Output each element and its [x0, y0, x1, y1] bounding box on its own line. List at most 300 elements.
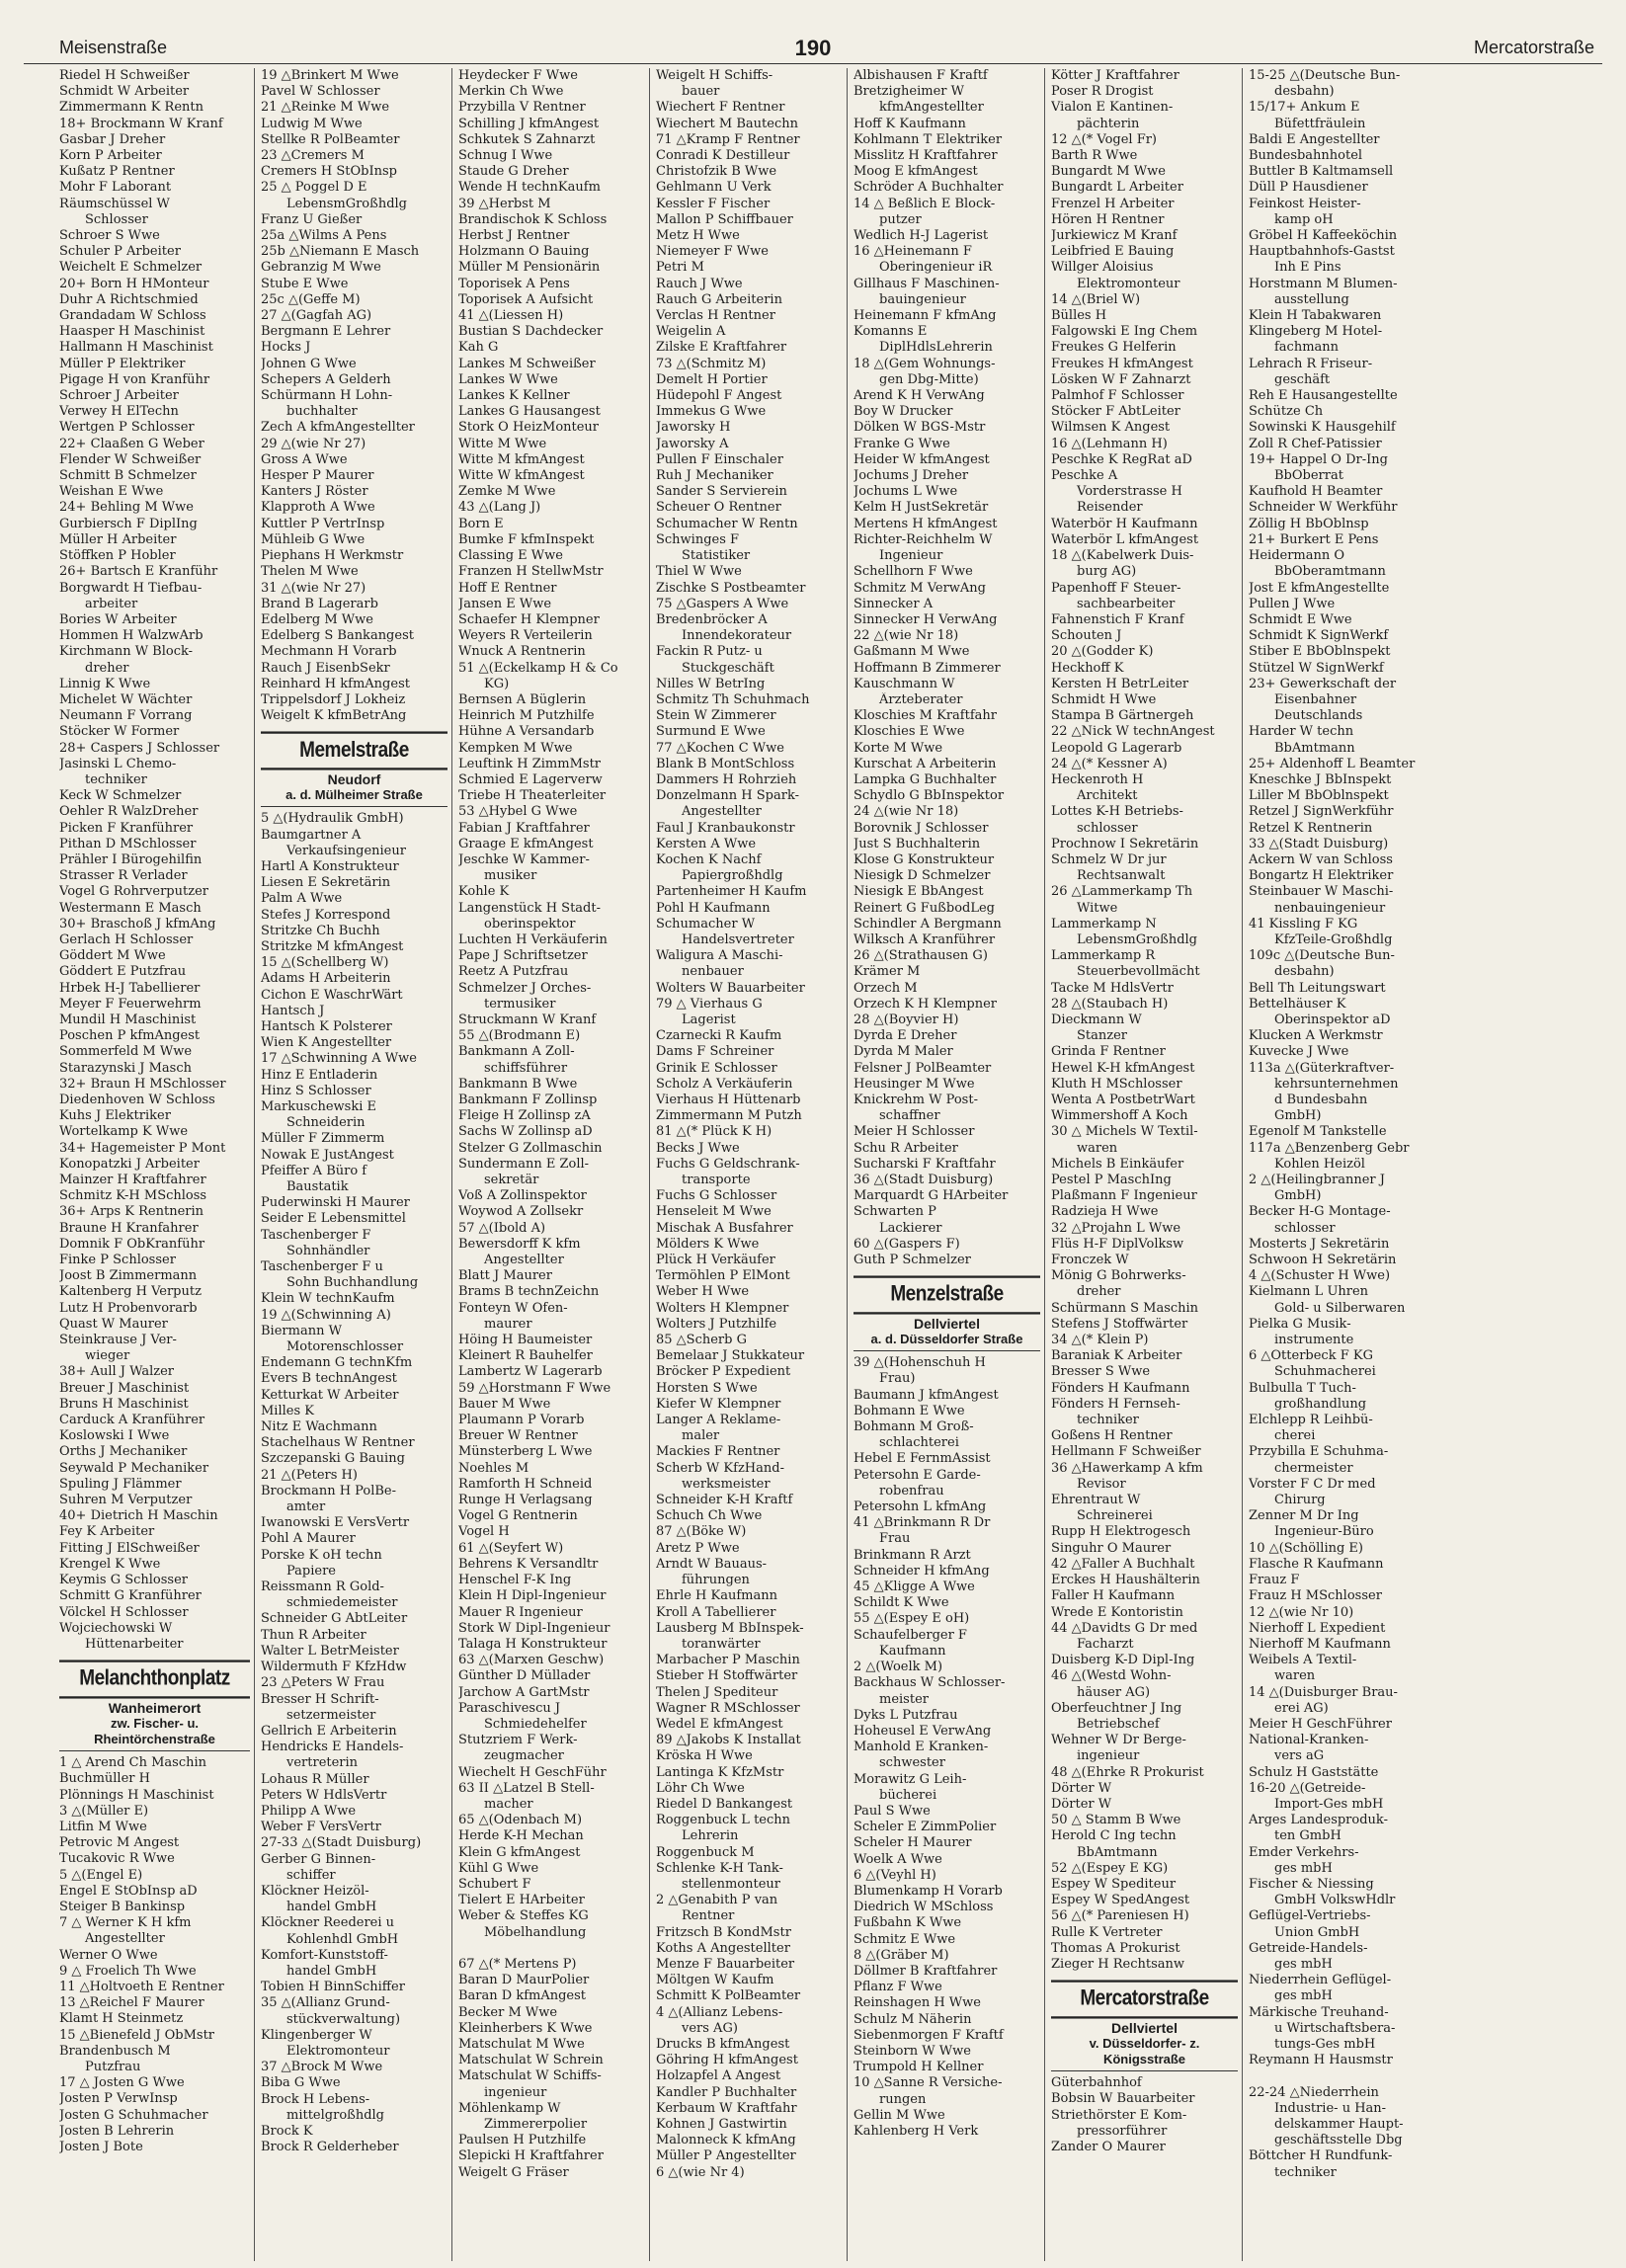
directory-entry: Weber & Steffes KG: [458, 1908, 589, 1924]
directory-entry: Arend K H VerwAng: [854, 388, 985, 404]
directory-entry: Hewel K-H kfmAngest: [1051, 1060, 1195, 1076]
directory-entry: Holzmann O Bauing: [458, 244, 590, 260]
directory-entry: 30+ Braschoß J kfmAng: [59, 916, 216, 932]
directory-entry: Kessler F Fischer: [656, 196, 771, 211]
directory-entry: Leibfried E Bauing: [1051, 244, 1175, 260]
directory-entry: Breuer J Maschinist: [59, 1380, 190, 1396]
directory-entry: Hauptbahnhofs-Gastst: [1249, 244, 1395, 260]
directory-entry: Brock R Gelderheber: [261, 2140, 399, 2155]
directory-entry: Starazynski J Masch: [59, 1060, 192, 1076]
entry-continuation: termusiker: [484, 996, 556, 1012]
directory-entry: Dyrda M Maler: [854, 1044, 953, 1060]
directory-entry: Baran D MaurPolier: [458, 1973, 590, 1988]
directory-entry: Lankes K Kellner: [458, 388, 570, 404]
directory-entry: 15-25 △(Deutsche Bun-: [1249, 68, 1401, 83]
entry-continuation: schlosser: [1274, 1220, 1336, 1236]
entry-continuation: dreher: [1077, 1284, 1121, 1300]
directory-entry: Zenner M Dr Ing: [1249, 1508, 1359, 1524]
entry-continuation: Reisender: [1077, 500, 1143, 516]
directory-entry: Vialon E Kantinen-: [1051, 100, 1174, 116]
directory-entry: Gasbar J Dreher: [59, 131, 166, 147]
entry-continuation: Angestellter: [85, 1931, 165, 1947]
entry-continuation: Möbelhandlung: [484, 1924, 587, 1940]
directory-entry: Schindler A Bergmann: [854, 916, 1002, 932]
directory-entry: Kiefer W Klempner: [656, 1396, 781, 1412]
directory-entry: 38+ Aull J Walzer: [59, 1364, 175, 1380]
directory-entry: 15 △(Schellberg W): [261, 955, 389, 971]
directory-entry: Joost B Zimmermann: [59, 1268, 198, 1284]
directory-entry: 87 △(Böke W): [656, 1524, 747, 1540]
directory-entry: Weichelt E Schmelzer: [59, 260, 203, 276]
directory-entry: Grinda F Rentner: [1051, 1044, 1166, 1060]
directory-entry: 79 △ Vierhaus G: [656, 996, 763, 1012]
directory-entry: Litfin M Wwe: [59, 1819, 147, 1834]
entry-continuation: Sohnhändler: [286, 1243, 370, 1258]
directory-entry: Heydecker F Wwe: [458, 68, 578, 83]
directory-entry: 2 △(Heilingbranner J: [1249, 1173, 1385, 1188]
directory-entry: Bewersdorff K kfm: [458, 1236, 581, 1252]
directory-entry: Bulbulla T Tuch-: [1249, 1380, 1356, 1396]
directory-entry: Leopold G Lagerarb: [1051, 740, 1182, 756]
directory-entry: Gebranzig M Wwe: [261, 260, 381, 276]
directory-entry: 22-24 △Niederrhein: [1249, 2084, 1379, 2100]
entry-continuation: rungen: [879, 2091, 927, 2107]
directory-entry: Witte M kfmAngest: [458, 451, 585, 467]
directory-entry: Müller P Elektriker: [59, 356, 186, 371]
directory-entry: Rauch J EisenbSekr: [261, 660, 390, 676]
directory-entry: Reinshagen H Wwe: [854, 1995, 981, 2011]
directory-entry: Engel E StObInsp aD: [59, 1883, 198, 1899]
entry-continuation: Statistiker: [682, 548, 751, 564]
directory-entry: Plaumann P Vorarb: [458, 1413, 585, 1428]
directory-entry: Milles K: [261, 1403, 314, 1418]
entry-continuation: Baustatik: [286, 1179, 349, 1194]
directory-entry: Tacke M HdlsVertr: [1051, 980, 1174, 996]
entry-continuation: schiffer: [286, 1867, 336, 1883]
directory-entry: Schuler P Arbeiter: [59, 244, 181, 260]
directory-entry: Cichon E WaschrWärt: [261, 987, 403, 1003]
directory-entry: Josten B Lehrerin: [59, 2123, 175, 2139]
directory-entry: 5 △(Hydraulik GmbH): [261, 811, 404, 827]
directory-entry: 22 △Nick W technAngest: [1051, 724, 1215, 740]
directory-entry: Münsterberg L Wwe: [458, 1444, 593, 1460]
directory-entry: 53 △Hybel G Wwe: [458, 804, 578, 820]
directory-entry: Peschke K RegRat aD: [1051, 451, 1192, 467]
directory-entry: Niemeyer F Wwe: [656, 244, 769, 260]
directory-entry: Schmidt K SignWerkf: [1249, 628, 1389, 644]
directory-entry: Schuch Ch Wwe: [656, 1508, 763, 1524]
entry-continuation: Papiere: [286, 1563, 336, 1579]
directory-entry: Müller P Angestellter: [656, 2148, 796, 2164]
directory-entry: Ehrle H Kaufmann: [656, 1588, 777, 1604]
entry-continuation: techniker: [1077, 1413, 1139, 1428]
directory-entry: Schmitz E Wwe: [854, 1931, 956, 1947]
directory-entry: Brockmann H PolBe-: [261, 1483, 397, 1498]
directory-entry: 8 △(Gräber M): [854, 1947, 949, 1963]
directory-entry: Waterbör H Kaufmann: [1051, 516, 1198, 531]
entry-continuation: Rentner: [682, 1908, 735, 1924]
directory-entry: 117a △Benzenberg Gebr: [1249, 1140, 1410, 1156]
entry-continuation: Oberingenieur iR: [879, 260, 993, 276]
directory-entry: Przybilla E Schuhma-: [1249, 1444, 1389, 1460]
directory-entry: Backhaus W Schlosser-: [854, 1675, 1006, 1691]
directory-entry: Evers B technAngest: [261, 1371, 397, 1387]
directory-entry: Born E: [458, 516, 504, 531]
directory-entry: Horstmann M Blumen-: [1249, 276, 1398, 291]
directory-entry: Güterbahnhof: [1051, 2075, 1142, 2091]
directory-entry: Jost E kfmAngestellte: [1249, 580, 1390, 596]
directory-entry: 9 △ Froelich Th Wwe: [59, 1963, 197, 1979]
directory-entry: 19 △Brinkert M Wwe: [261, 68, 399, 83]
entry-continuation: vers aG: [1274, 1748, 1325, 1764]
entry-continuation: werksmeister: [682, 1476, 771, 1492]
directory-entry: Lammerkamp R: [1051, 948, 1156, 964]
directory-entry: Kohlmann T Elektriker: [854, 131, 1003, 147]
directory-entry: Hocks J: [261, 340, 311, 356]
directory-entry: Gellrich E Arbeiterin: [261, 1723, 397, 1739]
directory-entry: Schmitt K PolBeamter: [656, 1988, 801, 2004]
directory-entry: Brand B Lagerarb: [261, 596, 378, 611]
entry-continuation: Rechtsanwalt: [1077, 868, 1166, 884]
directory-entry: Henschel F-K Ing: [458, 1573, 572, 1588]
entry-continuation: ges mbH: [1274, 1988, 1333, 2004]
directory-entry: Gerlach H Schlosser: [59, 932, 194, 947]
directory-entry: Komfort-Kunststoff-: [261, 1947, 388, 1963]
directory-entry: Marquardt G HArbeiter: [854, 1188, 1009, 1204]
directory-entry: Hantsch K Polsterer: [261, 1018, 392, 1034]
directory-entry: Weigelt K kfmBetrAng: [261, 708, 407, 724]
entry-continuation: ten GmbH: [1274, 1828, 1341, 1844]
directory-entry: Stiber E BbOblnspekt: [1249, 644, 1391, 660]
directory-entry: Gaßmann M Wwe: [854, 644, 970, 660]
directory-entry: Petersohn L kfmAng: [854, 1499, 987, 1515]
directory-entry: Westermann E Masch: [59, 900, 202, 916]
directory-entry: Schumacher W: [656, 916, 756, 932]
directory-entry: Jasinski L Chemo-: [59, 756, 177, 771]
district-heading: Neudorf: [327, 771, 381, 788]
directory-entry: Hoff E Rentner: [458, 580, 557, 596]
directory-entry: Stritzke Ch Buchh: [261, 923, 380, 938]
directory-entry: Kroll A Tabellierer: [656, 1604, 776, 1620]
directory-entry: Stube E Wwe: [261, 276, 349, 291]
directory-entry: 89 △Jakobs K Installat: [656, 1733, 801, 1748]
directory-entry: Brock K: [261, 2123, 313, 2139]
directory-entry: Lösken W F Zahnarzt: [1051, 371, 1191, 387]
directory-entry: 43 △(Lang J): [458, 500, 541, 516]
directory-entry: Zimmermann M Putzh: [656, 1108, 802, 1124]
entry-continuation: Schreinerei: [1077, 1508, 1153, 1524]
entry-continuation: Kaufmann: [879, 1643, 946, 1659]
directory-entry: Barth R Wwe: [1051, 148, 1138, 164]
directory-entry: Bankmann A Zoll-: [458, 1044, 575, 1060]
directory-entry: Toporisek A Pens: [458, 276, 570, 291]
directory-entry: Surmund E Wwe: [656, 724, 766, 740]
directory-entry: Stieber H Stoffwärter: [656, 1668, 798, 1684]
directory-entry: Klose G Konstrukteur: [854, 851, 995, 867]
directory-entry: 30 △ Michels W Textil-: [1051, 1124, 1198, 1140]
directory-entry: 33 △(Stadt Duisburg): [1249, 836, 1389, 851]
directory-entry: Michels B Einkäufer: [1051, 1156, 1184, 1172]
directory-entry: Pigage H von Kranführ: [59, 371, 210, 387]
entry-continuation: erei AG): [1274, 1700, 1329, 1716]
directory-entry: Paraschivescu J: [458, 1700, 561, 1716]
entry-continuation: geschäftsstelle Dbg: [1274, 2133, 1403, 2148]
directory-entry: Korte M Wwe: [854, 740, 943, 756]
directory-entry: 28 △(Boyvier H): [854, 1012, 959, 1027]
directory-entry: Waligura A Maschi-: [656, 948, 783, 964]
directory-entry: Pfeiffer A Büro f: [261, 1163, 367, 1178]
directory-entry: Finke P Schlosser: [59, 1253, 176, 1268]
directory-entry: Weigelin A: [656, 324, 726, 340]
directory-entry: Brock H Lebens-: [261, 2091, 370, 2107]
directory-entry: Szczepanski G Bauing: [261, 1451, 405, 1467]
directory-entry: Mühleib G Wwe: [261, 531, 366, 547]
directory-entry: Trumpold H Kellner: [854, 2060, 984, 2075]
directory-entry: 22+ Claaßen G Weber: [59, 436, 204, 451]
directory-entry: Thiel W Wwe: [656, 564, 742, 580]
directory-entry: 26+ Bartsch E Kranführ: [59, 564, 218, 580]
directory-entry: Kleinherbers K Wwe: [458, 2020, 593, 2036]
directory-entry: Mönig G Bohrwerks-: [1051, 1268, 1186, 1284]
directory-entry: Bredenbröcker A: [656, 611, 768, 627]
directory-entry: Bernsen A Büglerin: [458, 691, 587, 707]
directory-entry: Koslowski I Wwe: [59, 1428, 170, 1444]
directory-entry: Immekus G Wwe: [656, 404, 767, 420]
directory-entry: Plaßmann F Ingenieur: [1051, 1188, 1197, 1204]
directory-entry: Tielert E HArbeiter: [458, 1893, 585, 1908]
street-heading: Menzelstraße: [854, 1276, 1040, 1315]
directory-entry: Klamt H Steinmetz: [59, 2011, 184, 2027]
directory-entry: Metz H Wwe: [656, 228, 740, 244]
directory-entry: Hoheusel E VerwAng: [854, 1723, 992, 1739]
columns: [24, 68, 1602, 2261]
directory-entry: Pohl A Maurer: [261, 1531, 356, 1547]
entry-continuation: Kohlen Heizöl: [1274, 1156, 1365, 1172]
entry-continuation: Union GmbH: [1274, 1924, 1360, 1940]
directory-entry: Gröbel H Kaffeeköchin: [1249, 228, 1398, 244]
directory-entry: Schmied E Lagerverw: [458, 771, 603, 787]
directory-entry: Klöckner Reederei u: [261, 1915, 395, 1931]
directory-entry: Jaworsky A: [656, 436, 729, 451]
directory-entry: Bülles H: [1051, 308, 1107, 324]
entry-continuation: schiffsführer: [484, 1060, 568, 1076]
directory-entry: Mainzer H Kraftfahrer: [59, 1173, 206, 1188]
column-1: [24, 68, 255, 2261]
directory-entry: Komanns E: [854, 324, 928, 340]
directory-entry: Drucks B kfmAngest: [656, 2036, 790, 2052]
entry-continuation: waren: [1274, 1668, 1316, 1684]
directory-entry: 34 △(* Klein P): [1051, 1333, 1149, 1348]
street-section: Königsstraße: [1051, 2052, 1238, 2071]
directory-entry: Adams H Arbeiterin: [261, 971, 391, 987]
directory-entry: Lampka G Buchhalter: [854, 771, 997, 787]
directory-entry: Schneider G AbtLeiter: [261, 1611, 408, 1627]
entry-continuation: schaffner: [879, 1108, 940, 1124]
directory-entry: Steinborn W Wwe: [854, 2043, 971, 2059]
directory-entry: Kötter J Kraftfahrer: [1051, 68, 1179, 83]
directory-entry: Fey K Arbeiter: [59, 1524, 155, 1540]
directory-entry: 39 △(Hohenschuh H: [854, 1355, 986, 1371]
directory-entry: Baran D kfmAngest: [458, 1988, 587, 2004]
directory-entry: 32+ Braun H MSchlosser: [59, 1076, 226, 1092]
directory-entry: 50 △ Stamm B Wwe: [1051, 1813, 1181, 1828]
directory-entry: Klein W technKaufm: [261, 1291, 395, 1307]
directory-entry: 61 △(Seyfert W): [458, 1540, 564, 1556]
directory-entry: Mechmann H Vorarb: [261, 644, 397, 660]
entry-continuation: bücherei: [879, 1787, 937, 1803]
entry-continuation: delskammer Haupt-: [1274, 2117, 1404, 2132]
directory-entry: Biermann W: [261, 1323, 342, 1338]
directory-entry: Gross A Wwe: [261, 451, 348, 467]
entry-continuation: LebensmGroßhdlg: [1077, 932, 1197, 947]
directory-entry: Wortelkamp K Wwe: [59, 1124, 189, 1140]
directory-entry: Riedel H Schweißer: [59, 68, 190, 83]
directory-entry: Pavel W Schlosser: [261, 84, 380, 100]
directory-entry: Linnig K Wwe: [59, 676, 151, 691]
directory-entry: Hantsch J: [261, 1003, 325, 1018]
directory-entry: Wilmsen K Angest: [1051, 420, 1171, 436]
entry-continuation: Stanzer: [1077, 1028, 1128, 1044]
directory-entry: Hesper P Maurer: [261, 468, 374, 484]
directory-entry: Piephans H Werkmstr: [261, 548, 404, 564]
directory-entry: Josten J Bote: [59, 2139, 143, 2154]
directory-entry: Vogel H: [458, 1524, 510, 1540]
directory-entry: Klöckner Heizöl-: [261, 1883, 369, 1899]
directory-entry: Scherb W KfzHand-: [656, 1460, 784, 1476]
directory-entry: Vierhaus H Hüttenarb: [656, 1093, 801, 1107]
directory-entry: Petri M: [656, 260, 704, 276]
entry-continuation: amter: [286, 1499, 326, 1515]
directory-entry: 13 △Reichel F Maurer: [59, 1995, 204, 2011]
directory-entry: Schwarten P: [854, 1204, 936, 1220]
directory-entry: Franz U Gießer: [261, 211, 363, 227]
directory-entry: Slepicki H Kraftfahrer: [458, 2148, 604, 2164]
directory-entry: Pielka G Musik-: [1249, 1316, 1351, 1332]
entry-continuation: ges mbH: [1274, 1860, 1333, 1876]
directory-entry: Verwey H ElTechn: [59, 404, 179, 420]
directory-entry: 16-20 △(Getreide-: [1249, 1780, 1366, 1796]
directory-entry: Bungardt M Wwe: [1051, 164, 1166, 180]
directory-entry: Duhr A Richtschmied: [59, 291, 199, 307]
directory-entry: Dölken W BGS-Mstr: [854, 420, 986, 436]
directory-entry: Schürmann S Maschin: [1051, 1300, 1199, 1316]
directory-entry: Becks J Wwe: [656, 1140, 740, 1156]
directory-entry: Heidermann O: [1249, 548, 1345, 564]
directory-entry: Menze F Bauarbeiter: [656, 1956, 795, 1972]
directory-entry: Fronczek W: [1051, 1253, 1129, 1268]
directory-entry: Stutzriem F Werk-: [458, 1733, 578, 1748]
directory-entry: Wolters J Putzhilfe: [656, 1316, 777, 1332]
directory-entry: Luchten H Verkäuferin: [458, 932, 608, 947]
directory-entry: Schouten J: [1051, 628, 1122, 644]
directory-entry: Kaufhold H Beamter: [1249, 484, 1383, 500]
directory-entry: Schwoon H Sekretärin: [1249, 1253, 1397, 1268]
directory-entry: Ehrentraut W: [1051, 1493, 1141, 1508]
entry-continuation: kehrsunternehmen: [1274, 1076, 1399, 1092]
directory-entry: Just S Buchhalterin: [854, 836, 981, 851]
directory-entry: 24 △(* Kessner A): [1051, 756, 1168, 771]
directory-entry: Peschke A: [1051, 468, 1118, 484]
directory-entry: Lohaus R Müller: [261, 1771, 369, 1787]
directory-entry: Schmidt H Wwe: [1051, 691, 1157, 707]
directory-entry: Stefens J Stoffwärter: [1051, 1316, 1188, 1332]
directory-entry: Borovnik J Schlosser: [854, 820, 989, 836]
directory-entry: Siebenmorgen F Kraftf: [854, 2027, 1004, 2043]
entry-continuation: Import-Ges mbH: [1274, 1796, 1384, 1812]
directory-entry: Kohle K: [458, 884, 510, 900]
entry-continuation: maler: [682, 1428, 720, 1444]
entry-continuation: buchhalter: [286, 404, 358, 420]
directory-entry: Weishan E Wwe: [59, 484, 164, 500]
directory-entry: Schmitz K-H MSchloss: [59, 1188, 207, 1204]
directory-entry: Verclas H Rentner: [656, 308, 775, 324]
directory-entry: Hören H Rentner: [1051, 211, 1165, 227]
entry-continuation: schwester: [879, 1755, 945, 1771]
directory-entry: Josten G Schuhmacher: [59, 2107, 208, 2123]
directory-entry: 41 Kissling F KG: [1249, 916, 1358, 932]
entry-continuation: GmbH VolkswHdlr: [1274, 1893, 1396, 1908]
directory-entry: Orzech M: [854, 980, 918, 996]
directory-entry: Josten P VerwInsp: [59, 2091, 178, 2107]
directory-entry: 85 △Scherb G: [656, 1333, 747, 1348]
directory-entry: Schneider H kfmAng: [854, 1563, 990, 1579]
entry-continuation: sachbearbeiter: [1077, 596, 1176, 611]
directory-entry: Guth P Schmelzer: [854, 1253, 971, 1268]
directory-entry: Reinert G FußbodLeg: [854, 900, 995, 916]
directory-entry: Meier H GeschFührer: [1249, 1716, 1392, 1732]
directory-entry: Endemann G technKfm: [261, 1355, 413, 1371]
directory-entry: 14 △(Duisburger Brau-: [1249, 1684, 1398, 1700]
directory-entry: 7 △ Werner K H kfm: [59, 1915, 192, 1931]
entry-continuation: u Wirtschaftsbera-: [1274, 2020, 1396, 2036]
directory-entry: 52 △(Espey E KG): [1051, 1860, 1169, 1876]
directory-entry: Pithan D MSchlosser: [59, 836, 197, 851]
directory-entry: Franzen H StellwMstr: [458, 564, 604, 580]
directory-entry: Wolters W Bauarbeiter: [656, 980, 805, 996]
directory-entry: Bohmann M Groß-: [854, 1419, 974, 1435]
directory-entry: Baraniak K Arbeiter: [1051, 1348, 1182, 1364]
entry-continuation: schlachterei: [879, 1435, 959, 1451]
entry-continuation: oberinspektor: [484, 916, 576, 932]
directory-entry: Stachelhaus W Rentner: [261, 1435, 415, 1451]
directory-entry: Kloschies M Kraftfahr: [854, 708, 997, 724]
directory-entry: 65 △(Odenbach M): [458, 1813, 583, 1828]
directory-entry: 73 △(Schmitz M): [656, 356, 767, 371]
directory-entry: Zimmermann K Rentn: [59, 100, 204, 116]
entry-continuation: techniker: [85, 771, 147, 787]
directory-entry: Talaga H Konstrukteur: [458, 1636, 608, 1652]
directory-entry: Müller M Pensionärin: [458, 260, 601, 276]
directory-entry: Mischak A Busfahrer: [656, 1220, 793, 1236]
entry-continuation: desbahn): [1274, 84, 1335, 100]
directory-entry: Kloschies E Wwe: [854, 724, 965, 740]
directory-entry: 25c △(Geffe M): [261, 291, 361, 307]
directory-entry: 17 △Schwinning A Wwe: [261, 1051, 417, 1067]
directory-entry: 23 △Cremers M: [261, 148, 365, 164]
directory-entry: Lankes M Schweißer: [458, 356, 596, 371]
entry-continuation: Industrie- u Han-: [1274, 2100, 1387, 2116]
directory-entry: Schnug I Wwe: [458, 148, 553, 164]
directory-entry: Roggenbuck M: [656, 1844, 755, 1860]
directory-entry: Fonteyn W Ofen-: [458, 1300, 568, 1316]
directory-entry: Wertgen P Schlosser: [59, 420, 195, 436]
directory-entry: Bruns H Maschinist: [59, 1396, 189, 1412]
entry-continuation: Putzfrau: [85, 2059, 141, 2074]
directory-entry: Freukes H kfmAngest: [1051, 356, 1193, 371]
entry-continuation: GmbH): [1274, 1188, 1322, 1204]
directory-entry: Steinkrause J Ver-: [59, 1333, 177, 1348]
directory-entry: Breuer W Rentner: [458, 1428, 578, 1444]
